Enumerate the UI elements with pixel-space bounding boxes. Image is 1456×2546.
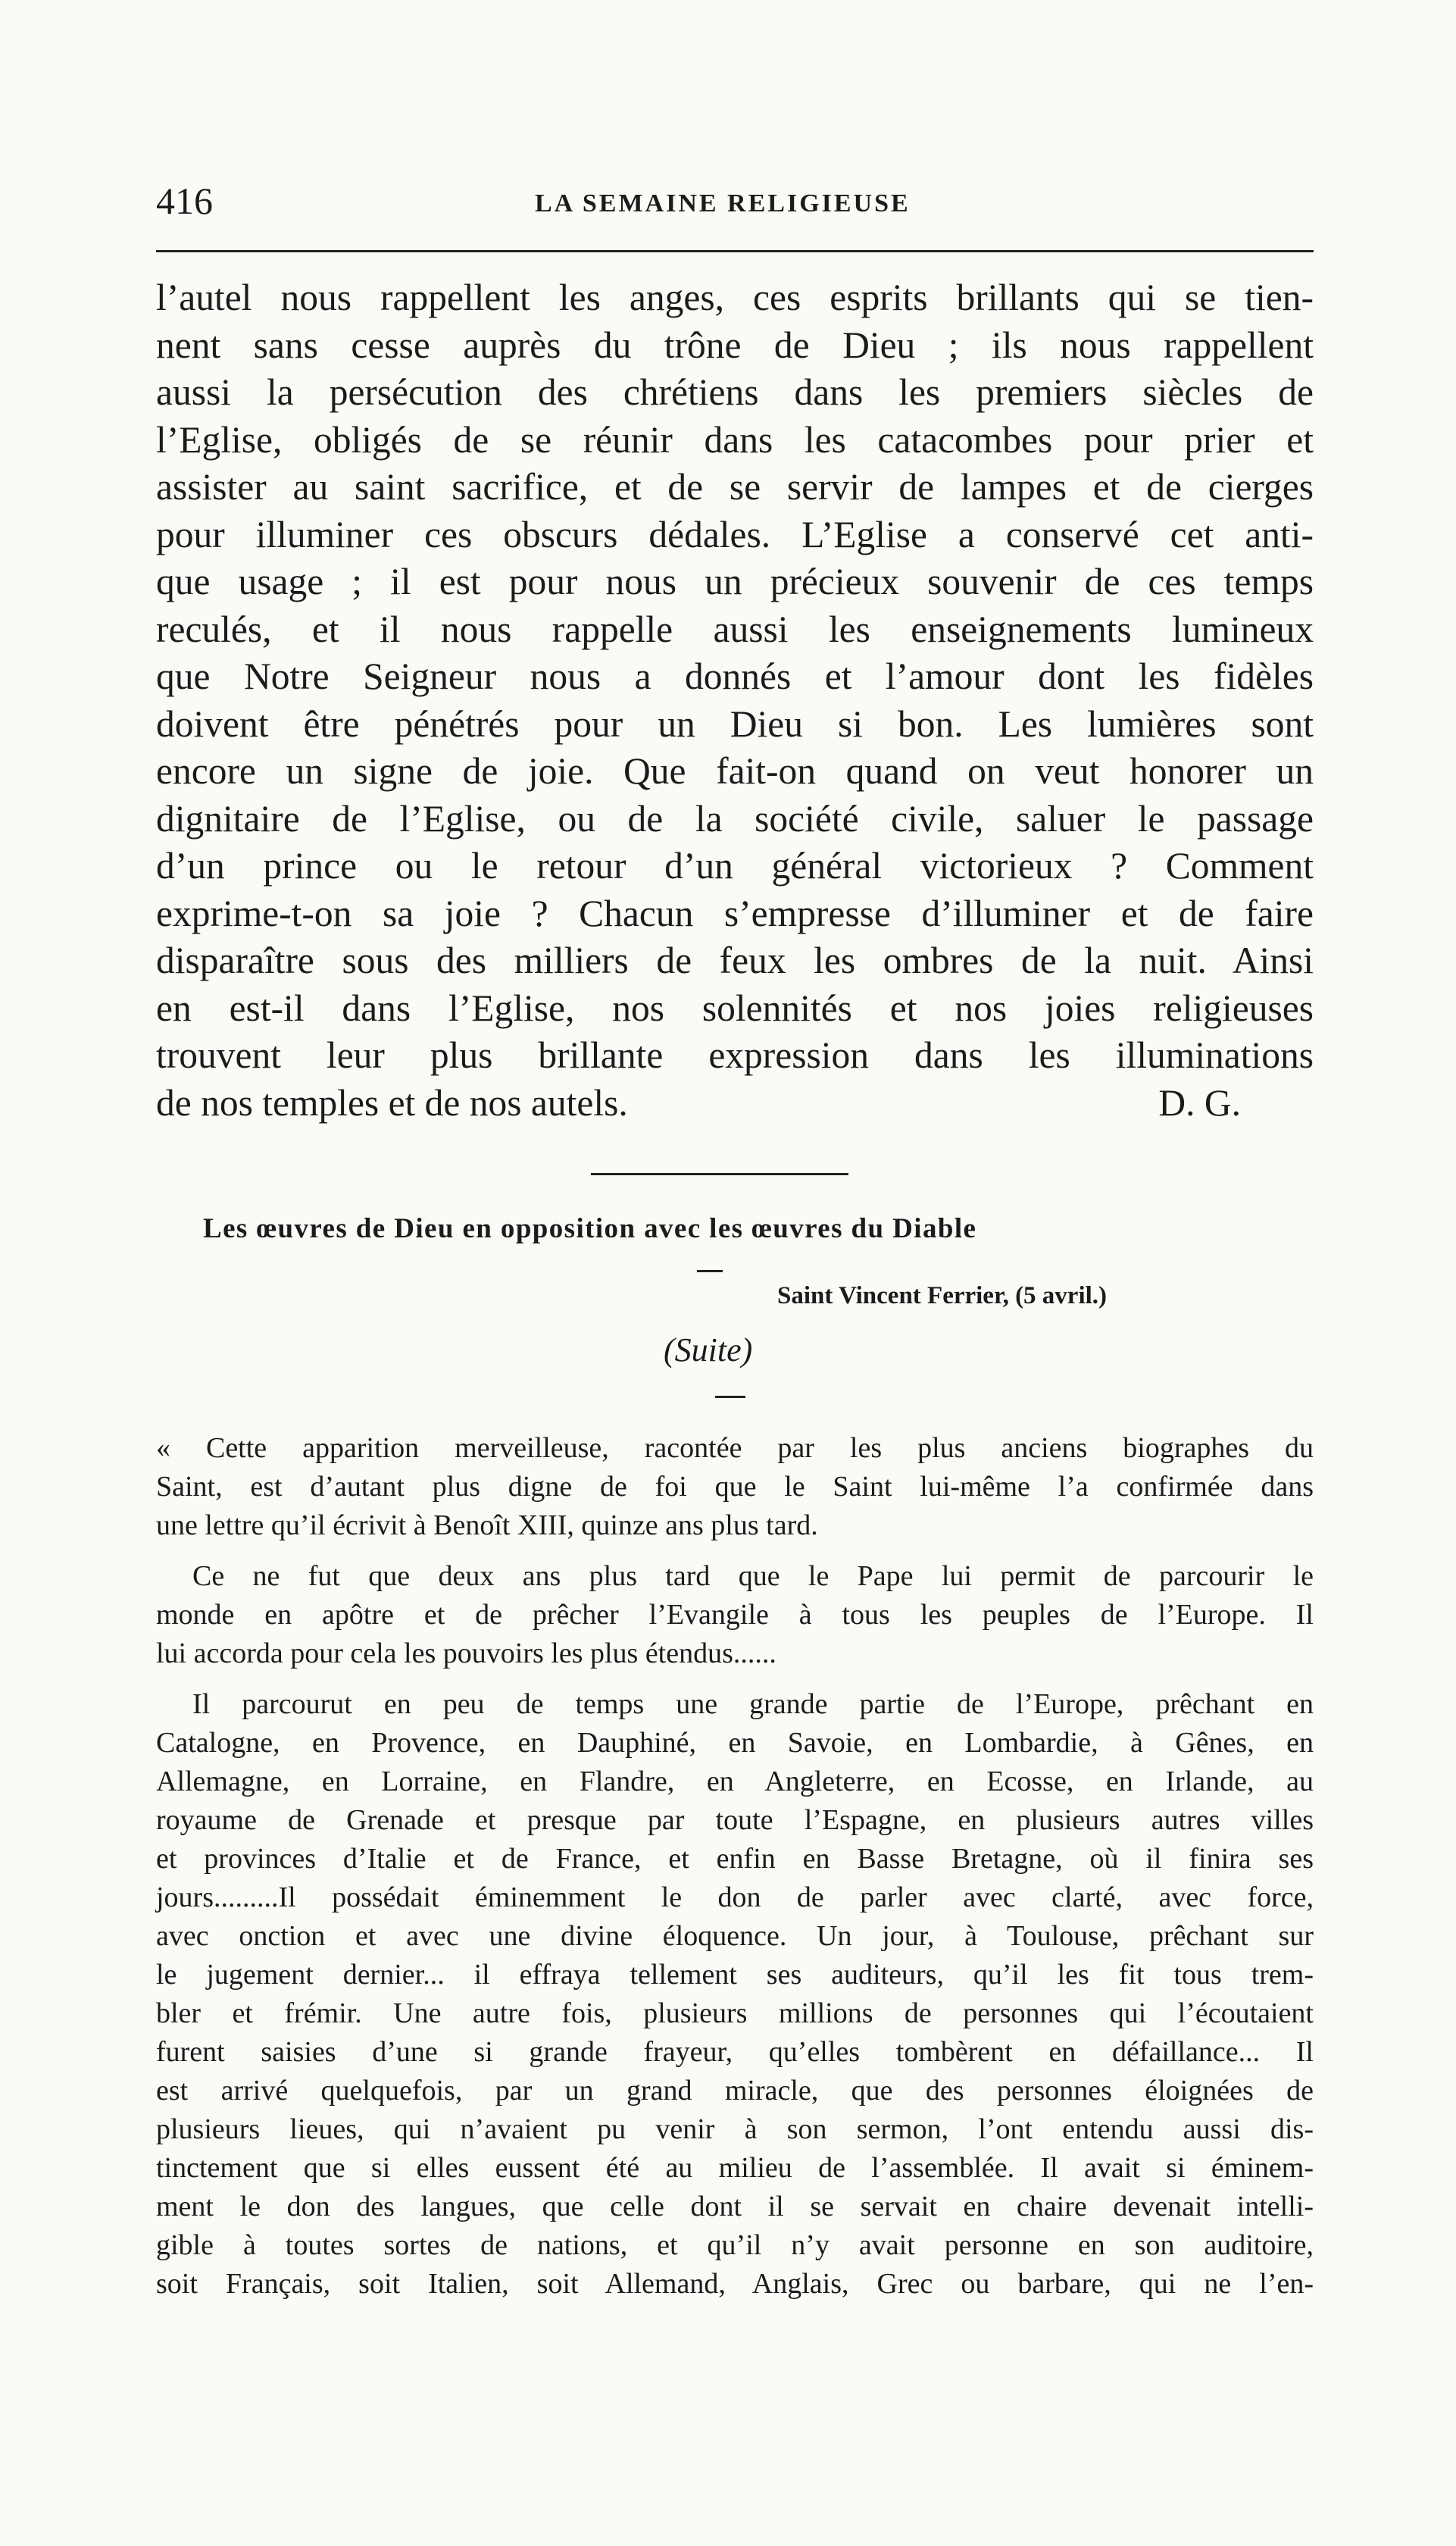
running-title: LA SEMAINE RELIGIEUSE bbox=[535, 189, 911, 217]
text-line: « Cette apparition merveilleuse, racontée par les plus anciens biographes du bbox=[156, 1432, 1314, 1464]
text-line: monde en apôtre et de prêcher l’Evangile à tous les peuples de l’Europe. Il bbox=[156, 1599, 1314, 1631]
text-line: que usage ; il est pour nous un précieux souvenir de ces temps bbox=[156, 561, 1314, 602]
text-line: doivent être pénétrés pour un Dieu si bon. Les lumières sont bbox=[156, 702, 1314, 745]
text-line: ment le don des langues, que celle dont il se servait en chaire devenait intelli- bbox=[156, 2191, 1314, 2222]
text-line: avec onction et avec une divine éloquence. Un jour, à Toulouse, prêchant sur bbox=[156, 1920, 1314, 1952]
article-illuminations bbox=[156, 274, 1314, 1127]
page-header bbox=[156, 179, 1315, 232]
text-line: aussi la persécution des chrétiens dans les premiers siècles de bbox=[156, 371, 1314, 413]
text-line: une lettre qu’il écrivit à Benoît XIII, quinze ans plus tard. bbox=[156, 1509, 818, 1541]
text-line: soit Français, soit Italien, soit Allemand, Anglais, Grec ou barbare, qui ne l’en- bbox=[156, 2268, 1314, 2300]
text-line: assister au saint sacrifice, et de se servir de lampes et de cierges bbox=[156, 466, 1314, 508]
text-line: d’un prince ou le retour d’un général victorieux ? Comment bbox=[156, 845, 1314, 887]
text-line: reculés, et il nous rappelle aussi les enseignements lumineux bbox=[156, 608, 1314, 650]
text-line: Allemagne, en Lorraine, en Flandre, en Angleterre, en Ecosse, en Irlande, au bbox=[156, 1766, 1314, 1797]
continuation-label: (Suite) bbox=[664, 1331, 753, 1368]
text-line: Il parcourut en peu de temps une grande partie de l’Europe, prêchant en bbox=[192, 1688, 1314, 1720]
text-line: que Notre Seigneur nous a donnés et l’amour dont les fidèles bbox=[156, 655, 1314, 697]
text-line: encore un signe de joie. Que fait-on quand on veut honorer un bbox=[156, 750, 1314, 792]
text-line: pour illuminer ces obscurs dédales. L’Eglise a conservé cet anti- bbox=[156, 513, 1314, 555]
text-line: trouvent leur plus brillante expression dans les illuminations bbox=[156, 1034, 1314, 1076]
text-line: Saint, est d’autant plus digne de foi que le Saint lui-même l’a confirmée dans bbox=[156, 1471, 1314, 1503]
text-line: exprime-t-on sa joie ? Chacun s’empresse d’illuminer et de faire bbox=[156, 892, 1314, 934]
title-dash bbox=[697, 1270, 723, 1272]
text-line: jours.........Il possédait éminemment le don de parler avec clarté, avec force, bbox=[156, 1881, 1314, 1913]
text-line: en est-il dans l’Eglise, nos solennités et nos joies religieuses bbox=[156, 987, 1314, 1029]
text-line: Catalogne, en Provence, en Dauphiné, en Savoie, en Lombardie, à Gênes, en bbox=[156, 1727, 1314, 1759]
paragraph-gap bbox=[156, 1673, 1314, 1685]
text-line: est arrivé quelquefois, par un grand miracle, que des personnes éloignées de bbox=[156, 2075, 1314, 2107]
text-line: l’autel nous rappellent les anges, ces esprits brillants qui se tien- bbox=[156, 277, 1314, 318]
text-line: disparaître sous des milliers de feux les ombres de la nuit. Ainsi bbox=[156, 940, 1314, 981]
text-line: bler et frémir. Une autre fois, plusieurs millions de personnes qui l’écoutaient bbox=[156, 1997, 1314, 2029]
text-line: l’Eglise, obligés de se réunir dans les catacombes pour prier et bbox=[156, 418, 1314, 461]
text-line: nent sans cesse auprès du trône de Dieu ; ils nous rappellent bbox=[156, 324, 1314, 366]
text-line: plusieurs lieues, qui n’avaient pu venir à son sermon, l’ont entendu aussi dis- bbox=[156, 2113, 1314, 2145]
text-line: de nos temples et de nos autels. bbox=[156, 1081, 628, 1124]
paragraph bbox=[156, 1685, 1314, 2304]
section-separator bbox=[591, 1173, 848, 1175]
page-number: 416 bbox=[156, 180, 213, 222]
text-line: furent saisies d’une si grande frayeur, qu’elles tombèrent en défaillance... Il bbox=[156, 2036, 1314, 2068]
paragraph bbox=[156, 1429, 1314, 1545]
text-line: tinctement que si elles eussent été au milieu de l’assemblée. Il avait si éminem- bbox=[156, 2152, 1314, 2184]
text-line: et provinces d’Italie et de France, et enfin en Basse Bretagne, où il finira ses bbox=[156, 1843, 1314, 1875]
text-line: Ce ne fut que deux ans plus tard que le Pape lui permit de parcourir le bbox=[192, 1560, 1314, 1592]
text-line-last bbox=[156, 1080, 1314, 1128]
subtitle-dash bbox=[715, 1396, 745, 1398]
text-line: dignitaire de l’Eglise, ou de la société civile, saluer le passage bbox=[156, 797, 1314, 840]
text-line: le jugement dernier... il effraya tellement ses auditeurs, qu’il les fit tous trem- bbox=[156, 1959, 1314, 1991]
author-signature: D. G. bbox=[1158, 1081, 1241, 1124]
article-title: Les œuvres de Dieu en opposition avec les œuvres du Diable bbox=[203, 1213, 977, 1244]
text-line: royaume de Grenade et presque par toute l’Espagne, en plusieurs autres villes bbox=[156, 1804, 1314, 1836]
text-line: lui accorda pour cela les pouvoirs les plus étendus...... bbox=[156, 1637, 776, 1669]
header-rule bbox=[156, 250, 1314, 252]
article-body bbox=[156, 1429, 1314, 2304]
text-line: gible à toutes sortes de nations, et qu’il n’y avait personne en son auditoire, bbox=[156, 2229, 1314, 2261]
paragraph-gap bbox=[156, 1545, 1314, 1557]
saint-attribution: Saint Vincent Ferrier, (5 avril.) bbox=[777, 1282, 1108, 1309]
paragraph bbox=[156, 1557, 1314, 1673]
